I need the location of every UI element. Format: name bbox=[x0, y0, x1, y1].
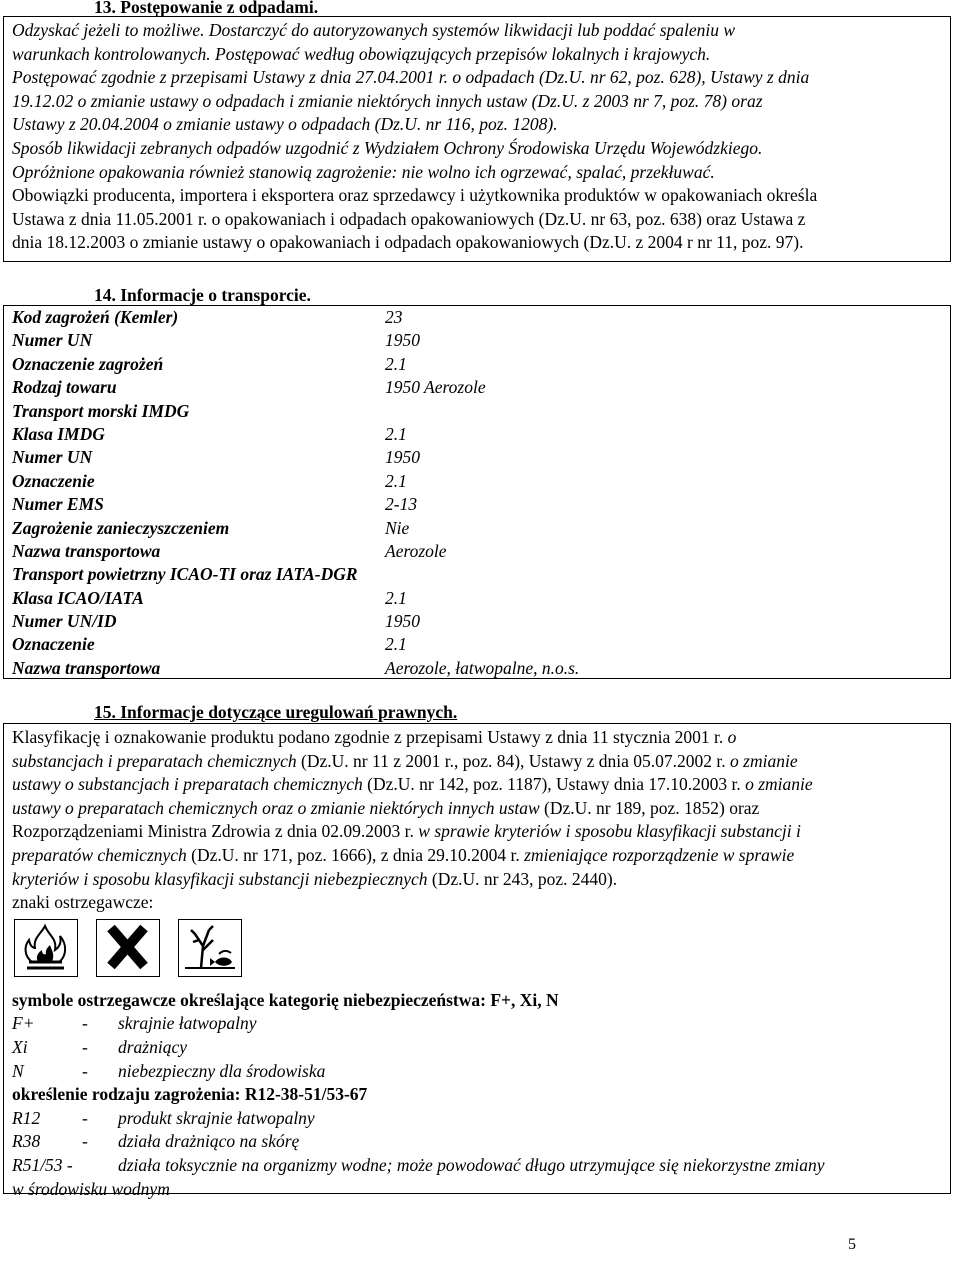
text-run: (Dz.U. nr 11 z 2001 r., poz. 84), Ustawy z dnia 05.07.2002 r. bbox=[296, 750, 731, 771]
transport-value: Aerozole bbox=[385, 540, 447, 561]
legend-row bbox=[12, 1130, 942, 1154]
legend-code: F+ bbox=[12, 1013, 35, 1034]
transport-row bbox=[12, 306, 942, 329]
section15-line bbox=[12, 726, 942, 750]
pictogram-row bbox=[12, 919, 942, 979]
section15-line bbox=[12, 773, 942, 797]
transport-key: Nazwa transportowa bbox=[12, 540, 161, 561]
legend-code: R12 bbox=[12, 1107, 41, 1128]
legend-dash: - bbox=[82, 1131, 88, 1152]
transport-value: 1950 Aerozole bbox=[385, 377, 486, 398]
section13-line: Sposób likwidacji zebranych odpadów uzgodnić z Wydziałem Ochrony Środowiska Urzędu Wojewódzkiego. bbox=[12, 137, 763, 158]
transport-row bbox=[12, 400, 942, 423]
legend-desc: skrajnie łatwopalny bbox=[118, 1013, 257, 1034]
transport-row bbox=[12, 446, 942, 469]
transport-key: Numer UN/ID bbox=[12, 611, 117, 632]
transport-key: Transport powietrzny ICAO-TI oraz IATA-DGR bbox=[12, 564, 358, 585]
legend-dash: - bbox=[82, 1013, 88, 1034]
transport-row bbox=[12, 517, 942, 540]
text-run: o zmianie bbox=[730, 750, 798, 771]
transport-row bbox=[12, 329, 942, 352]
text-run: substancjach i preparatach chemicznych bbox=[12, 750, 297, 771]
transport-key: Transport morski IMDG bbox=[12, 400, 190, 421]
section13-line: Obowiązki producenta, importera i eksportera oraz sprzedawcy i użytkownika produktów w opakowaniach określa bbox=[12, 185, 818, 206]
legend-row bbox=[12, 1060, 942, 1084]
legend-code: R38 bbox=[12, 1131, 41, 1152]
cross-icon bbox=[96, 919, 160, 977]
text-run: zmieniające rozporządzenie w sprawie bbox=[524, 844, 795, 865]
legend-code: R51/53 - bbox=[12, 1154, 73, 1175]
transport-table bbox=[3, 305, 951, 679]
transport-row bbox=[12, 540, 942, 563]
section13-line: Opróżnione opakowania również stanowią zagrożenie: nie wolno ich ogrzewać, spalać, przekłuwać. bbox=[12, 161, 715, 182]
section13-heading: 13. Postępowanie z odpadami. bbox=[94, 0, 319, 17]
legend-dash: - bbox=[82, 1036, 88, 1057]
page-number: 5 bbox=[848, 1236, 856, 1253]
transport-value: 1950 bbox=[385, 330, 420, 351]
legend-desc: produkt skrajnie łatwopalny bbox=[118, 1107, 315, 1128]
transport-row bbox=[12, 376, 942, 399]
section13-line: Postępować zgodnie z przepisami Ustawy z dnia 27.04.2001 r. o odpadach (Dz.U. nr 62, poz. 628), Ustawy z dnia bbox=[12, 67, 810, 88]
transport-key: Oznaczenie zagrożeń bbox=[12, 353, 164, 374]
section13-box bbox=[3, 16, 951, 262]
transport-value: 2.1 bbox=[385, 634, 407, 655]
section13-line: warunkach kontrolowanych. Postępować według obowiązujących przepisów lokalnych i krajowych. bbox=[12, 43, 711, 64]
legend-row bbox=[12, 1154, 942, 1178]
transport-key: Zagrożenie zanieczyszczeniem bbox=[12, 517, 230, 538]
section15-box bbox=[3, 723, 951, 1199]
transport-key: Rodzaj towaru bbox=[12, 377, 117, 398]
transport-key: Oznaczenie bbox=[12, 634, 95, 655]
text-run: kryteriów i sposobu klasyfikacji substancji niebezpiecznych bbox=[12, 868, 428, 889]
transport-row bbox=[12, 353, 942, 376]
transport-key: Numer UN bbox=[12, 447, 93, 468]
transport-row bbox=[12, 633, 942, 656]
text-run: o bbox=[727, 727, 737, 747]
transport-value: 1950 bbox=[385, 447, 420, 468]
flame-icon bbox=[14, 919, 78, 977]
text-run: preparatów chemicznych bbox=[12, 844, 187, 865]
section15-line bbox=[12, 868, 942, 892]
text-run: (Dz.U. nr 243, poz. 2440). bbox=[427, 868, 618, 889]
symbols-heading: symbole ostrzegawcze określające kategorię niebezpieczeństwa: F+, Xi, N bbox=[12, 989, 559, 1010]
legend-desc: działa drażniąco na skórę bbox=[118, 1131, 300, 1152]
legend-dash: - bbox=[82, 1107, 88, 1128]
transport-row bbox=[12, 470, 942, 493]
transport-row bbox=[12, 563, 942, 586]
risk-tail: w środowisku wodnym bbox=[12, 1178, 170, 1199]
transport-key: Nazwa transportowa bbox=[12, 657, 161, 678]
text-run: Klasyfikację i oznakowanie produktu podano zgodnie z przepisami Ustawy z dnia 11 stycznia 2001 r. bbox=[12, 727, 728, 747]
transport-value: 2.1 bbox=[385, 587, 407, 608]
legend-dash: - bbox=[82, 1060, 88, 1081]
transport-key: Klasa IMDG bbox=[12, 423, 105, 444]
transport-key: Numer EMS bbox=[12, 494, 104, 515]
legend-row bbox=[12, 1036, 942, 1060]
transport-value: 23 bbox=[385, 307, 403, 327]
legend-desc: działa toksycznie na organizmy wodne; może powodować długo utrzymujące się niekorzystne zmiany bbox=[118, 1154, 825, 1175]
section14-heading: 14. Informacje o transporcie. bbox=[94, 285, 311, 305]
legend-code: N bbox=[12, 1060, 24, 1081]
section15-heading: 15. Informacje dotyczące uregulowań prawnych. bbox=[94, 702, 458, 722]
transport-value: Aerozole, łatwopalne, n.o.s. bbox=[385, 657, 580, 678]
dead-tree-fish-icon bbox=[178, 919, 242, 977]
signs-label: znaki ostrzegawcze: bbox=[12, 892, 154, 913]
section13-line: Ustawa z dnia 11.05.2001 r. o opakowaniach i odpadach opakowaniowych (Dz.U. nr 63, poz. 638) oraz Ustawa z bbox=[12, 208, 806, 229]
transport-key: Klasa ICAO/IATA bbox=[12, 587, 144, 608]
transport-row bbox=[12, 423, 942, 446]
section13-line: Odzyskać jeżeli to możliwe. Dostarczyć do autoryzowanych systemów likwidacji lub poddać spaleniu w bbox=[12, 20, 736, 40]
legend-desc: drażniący bbox=[118, 1036, 188, 1057]
legend-row bbox=[12, 1012, 942, 1036]
text-run: ustawy o preparatach chemicznych oraz o zmianie niektórych innych ustaw bbox=[12, 797, 540, 818]
section15-line bbox=[12, 844, 942, 868]
legend-code: Xi bbox=[12, 1036, 28, 1057]
legend-desc: niebezpieczny dla środowiska bbox=[118, 1060, 326, 1081]
section13-line: dnia 18.12.2003 o zmianie ustawy o opakowaniach i odpadach opakowaniowych (Dz.U. z 2004 r nr 11, poz. 97). bbox=[12, 232, 804, 253]
transport-row bbox=[12, 657, 942, 680]
transport-key: Numer UN bbox=[12, 330, 93, 351]
transport-row bbox=[12, 610, 942, 633]
section15-line bbox=[12, 750, 942, 774]
transport-value: 2.1 bbox=[385, 423, 407, 444]
transport-row bbox=[12, 493, 942, 516]
transport-row bbox=[12, 587, 942, 610]
text-run: (Dz.U. nr 171, poz. 1666), z dnia 29.10.2004 r. bbox=[186, 844, 525, 865]
transport-key: Kod zagrożeń (Kemler) bbox=[12, 307, 179, 327]
risk-heading: określenie rodzaju zagrożenia: R12-38-51/53-67 bbox=[12, 1084, 368, 1105]
text-run: w sprawie kryteriów i sposobu klasyfikacji substancji i bbox=[418, 821, 801, 842]
text-run: (Dz.U. nr 189, poz. 1852) oraz bbox=[539, 797, 760, 818]
section13-line: Ustawy z 20.04.2004 o zmianie ustawy o odpadach (Dz.U. nr 116, poz. 1208). bbox=[12, 114, 558, 135]
text-run: Rozporządzeniami Ministra Zdrowia z dnia 02.09.2003 r. bbox=[12, 821, 419, 842]
transport-value: 2.1 bbox=[385, 470, 407, 491]
transport-value: 1950 bbox=[385, 611, 420, 632]
text-run: ustawy o substancjach i preparatach chemicznych bbox=[12, 774, 363, 795]
legend-row bbox=[12, 1107, 942, 1131]
text-run: (Dz.U. nr 142, poz. 1187), Ustawy dnia 17.10.2003 r. bbox=[362, 774, 746, 795]
section15-line bbox=[12, 820, 942, 844]
transport-value: 2-13 bbox=[385, 494, 418, 515]
section13-line: 19.12.02 o zmianie ustawy o odpadach i zmianie niektórych innych ustaw (Dz.U. z 2003 nr 7, poz. 78) oraz bbox=[12, 90, 763, 111]
transport-value: 2.1 bbox=[385, 353, 407, 374]
section15-line bbox=[12, 797, 942, 821]
text-run: o zmianie bbox=[745, 774, 813, 795]
transport-value: Nie bbox=[385, 517, 410, 538]
transport-key: Oznaczenie bbox=[12, 470, 95, 491]
